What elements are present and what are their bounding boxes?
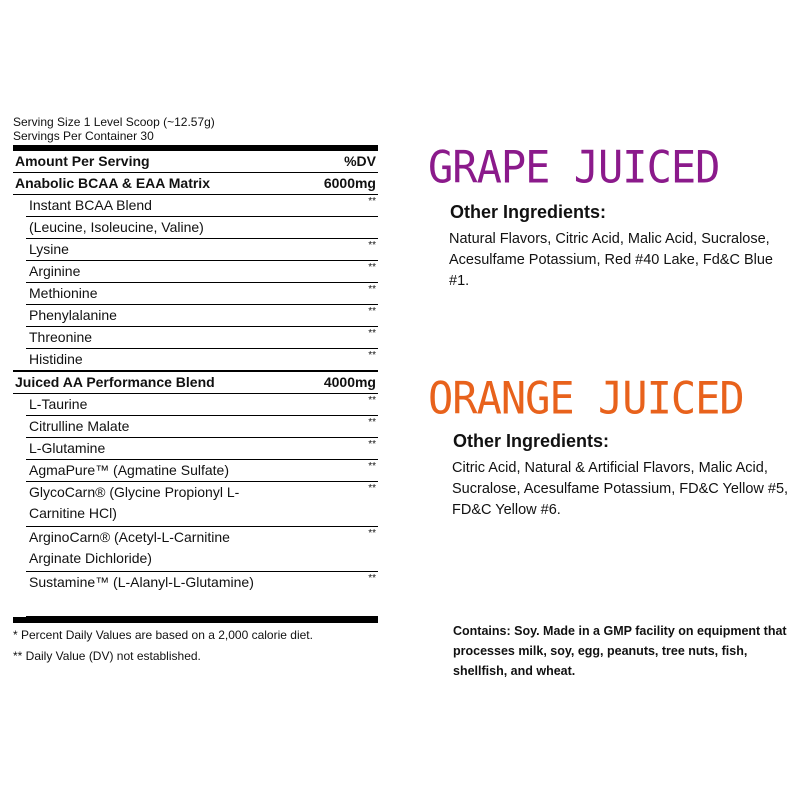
orange-section [428,372,789,521]
ingredient-name: (Leucine, Isoleucine, Valine) [29,219,204,235]
ingredient-name: Instant BCAA Blend [29,197,152,213]
ingredient-name: Lysine [29,241,69,257]
ingredient-row [26,416,378,438]
blend-amount: 6000mg [323,175,376,191]
ingredient-dv: ** [368,528,376,539]
ingredient-name: Histidine [29,351,83,367]
ingredient-name: AgmaPure™ (Agmatine Sulfate) [29,462,229,478]
ingredient-name: L-Taurine [29,396,88,412]
orange-other-ingredients-heading: Other Ingredients: [453,431,610,451]
grape-ingredients-text: Natural Flavors, Citric Acid, Malic Acid, Sucralose, Acesulfame Potassium, Red #40 Lake, Fd&C Blue #1. [449,231,773,289]
ingredient-dv: ** [368,284,376,295]
ingredient-row [26,217,378,239]
ingredient-dv: ** [368,196,376,207]
ingredient-row [26,195,378,217]
amount-label: Amount Per Serving [15,153,150,169]
allergen-statement: Contains: Soy. Made in a GMP facility on equipment that processes milk, soy, egg, peanuts, tree nuts, fish, shellfish, and wheat. [453,624,787,678]
orange-flavor-title: ORANGE JUICED [428,372,744,425]
ingredient-dv: ** [368,483,376,494]
dv-label: %DV [344,153,376,169]
ingredient-name: ArginoCarn® (Acetyl-L-Carnitine Arginate Dichloride) [29,529,230,566]
blend-name: Juiced AA Performance Blend [15,374,215,390]
ingredient-dv: ** [368,461,376,472]
blend-items-bcaa [13,195,378,371]
grape-other-ingredients-heading: Other Ingredients: [450,202,607,222]
ingredient-row [26,261,378,283]
ingredient-name: Sustamine™ (L-Alanyl-L-Glutamine) [29,574,254,590]
ingredient-dv: ** [368,573,376,584]
ingredient-name: Phenylalanine [29,307,117,323]
ingredient-dv: ** [368,240,376,251]
blend-row-bcaa [13,173,378,195]
ingredient-row [26,438,378,460]
ingredient-row [26,327,378,349]
ingredient-dv: ** [368,306,376,317]
ingredient-row [26,572,378,617]
ingredient-dv: ** [368,417,376,428]
ingredient-dv: ** [368,262,376,273]
footnote-percent-dv: * Percent Daily Values are based on a 2,000 calorie diet. [13,628,313,642]
ingredient-name: Methionine [29,285,98,301]
amount-per-serving-header [13,151,378,173]
footnotes [13,617,378,667]
supplement-facts-panel [13,115,378,667]
serving-size: Serving Size 1 Level Scoop (~12.57g) [13,115,215,129]
ingredient-row [26,482,378,527]
ingredient-dv: ** [368,395,376,406]
ingredient-dv: ** [368,328,376,339]
ingredient-row [26,527,378,572]
ingredient-dv: ** [368,439,376,450]
blend-row-performance [13,370,378,394]
servings-per-container: Servings Per Container 30 [13,129,154,143]
blend-amount: 4000mg [323,374,376,390]
ingredient-row [26,394,378,416]
grape-flavor-title: GRAPE JUICED [428,141,720,194]
footnote-dv-not-established: ** Daily Value (DV) not established. [13,649,201,663]
ingredient-dv: ** [368,350,376,361]
blend-items-performance [13,394,378,617]
ingredient-name: Citrulline Malate [29,418,130,434]
blend-name: Anabolic BCAA & EAA Matrix [15,175,210,191]
ingredient-name: Threonine [29,329,93,345]
grape-section [428,141,788,292]
ingredient-row [26,460,378,482]
ingredient-name: L-Glutamine [29,440,106,456]
ingredient-name: Arginine [29,263,81,279]
ingredient-row [26,283,378,305]
ingredient-row [26,239,378,261]
ingredient-row [26,349,378,371]
ingredient-row [26,305,378,327]
ingredient-name: GlycoCarn® (Glycine Propionyl L-Carnitine HCl) [29,484,240,521]
orange-ingredients-text: Citric Acid, Natural & Artificial Flavors, Malic Acid, Sucralose, Acesulfame Potassium, FD&C Yellow #5, FD&C Yellow #6. [452,460,789,518]
